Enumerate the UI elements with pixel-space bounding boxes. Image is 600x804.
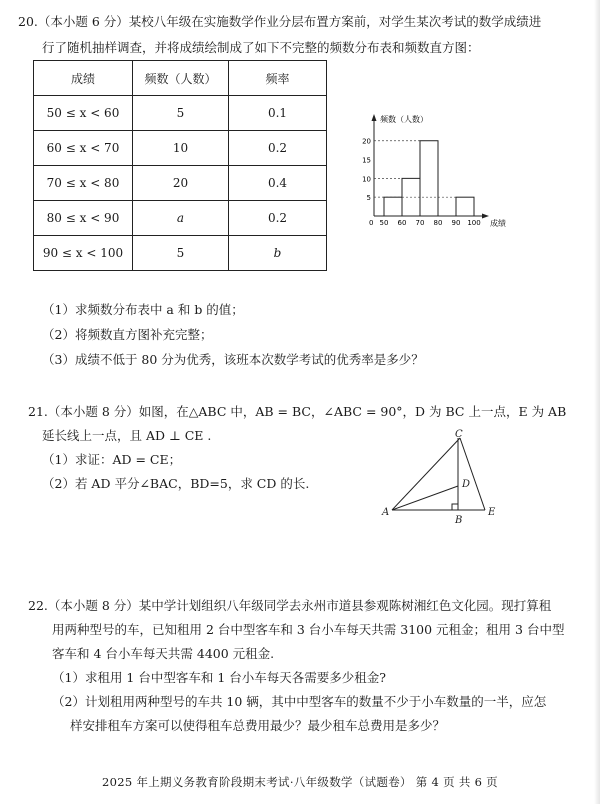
page-edge-shadow bbox=[594, 0, 600, 804]
table-cell: 10 bbox=[133, 131, 229, 166]
label-b: B bbox=[455, 515, 463, 526]
y-tick-label: 5 bbox=[366, 194, 371, 203]
x-tick-label: 50 bbox=[379, 219, 389, 227]
label-d: D bbox=[462, 479, 471, 490]
frequency-table bbox=[33, 60, 327, 271]
table-cell: b bbox=[229, 236, 327, 271]
x-axis-label: 成绩 bbox=[490, 219, 506, 228]
table-cell: 90 ≤ x < 100 bbox=[34, 236, 133, 271]
frequency-histogram bbox=[352, 108, 522, 238]
y-tick-label: 10 bbox=[362, 175, 371, 184]
label-e: E bbox=[488, 507, 496, 518]
table-cell: 0.2 bbox=[229, 131, 327, 166]
table-cell: 5 bbox=[133, 236, 229, 271]
y-axis-label: 频数（人数） bbox=[380, 115, 428, 124]
label-a: A bbox=[382, 507, 390, 518]
q21-line1: 21.（本小题 8 分）如图，在△ABC 中，AB = BC，∠ABC = 90°，D 为 BC 上一点，E 为 AB bbox=[28, 404, 567, 419]
table-cell: 0.4 bbox=[229, 166, 327, 201]
segment-ce bbox=[460, 438, 485, 510]
table-cell: a bbox=[133, 201, 229, 236]
q20-line1: 20.（本小题 6 分）某校八年级在实施数学作业分层布置方案前，对学生某次考试的数学成绩进 bbox=[18, 14, 542, 29]
x-axis-arrow bbox=[482, 214, 489, 219]
histogram-bar bbox=[420, 141, 438, 216]
table-cell: 50 ≤ x < 60 bbox=[34, 96, 133, 131]
table-cell: 80 ≤ x < 90 bbox=[34, 201, 133, 236]
table-cell: 5 bbox=[133, 96, 229, 131]
q20-sub1: （1）求频数分布表中 a 和 b 的值； bbox=[42, 302, 244, 317]
histogram-bar bbox=[456, 197, 474, 216]
segment-ac bbox=[392, 438, 460, 510]
q21-sub1: （1）求证：AD = CE； bbox=[42, 452, 182, 467]
table-cell: 60 ≤ x < 70 bbox=[34, 131, 133, 166]
q21-sub2: （2）若 AD 平分∠BAC，BD=5，求 CD 的长. bbox=[42, 476, 310, 491]
triangle-diagram bbox=[380, 428, 510, 528]
table-row bbox=[34, 96, 327, 131]
origin-label: 0 bbox=[369, 219, 374, 227]
table-row bbox=[34, 131, 327, 166]
right-angle-mark bbox=[452, 504, 458, 510]
q22-sub1: （1）求租用 1 台中型客车和 1 台小车每天各需要多少租金? bbox=[52, 670, 386, 685]
table-cell: 70 ≤ x < 80 bbox=[34, 166, 133, 201]
table-cell: 0.2 bbox=[229, 201, 327, 236]
table-row bbox=[34, 236, 327, 271]
x-tick-label: 90 bbox=[451, 219, 461, 227]
y-tick-label: 20 bbox=[362, 137, 371, 146]
segment-ad bbox=[392, 486, 458, 510]
table-header-row bbox=[34, 61, 327, 96]
q22-sub2a: （2）计划租用两种型号的车共 10 辆，其中中型客车的数量不少于小车数量的一半，应怎 bbox=[52, 694, 547, 709]
q20-sub2: （2）将频数直方图补充完整； bbox=[42, 327, 213, 342]
q20-line2: 行了随机抽样调查，并将成绩绘制成了如下不完整的频数分布表和频数直方图： bbox=[42, 40, 480, 55]
x-tick-label: 100 bbox=[467, 219, 481, 227]
table-header-cell: 成绩 bbox=[34, 61, 133, 96]
label-c: C bbox=[455, 429, 463, 440]
q22-line2: 用两种型号的车，已知租用 2 台中型客车和 3 台小车每天共需 3100 元租金；租用 3 台中型 bbox=[52, 622, 565, 637]
table-header-cell: 频数（人数） bbox=[133, 61, 229, 96]
q22-line3: 客车和 4 台小车每天共需 4400 元租金. bbox=[52, 646, 275, 661]
table-header-cell: 频率 bbox=[229, 61, 327, 96]
table-cell: 0.1 bbox=[229, 96, 327, 131]
table-row bbox=[34, 201, 327, 236]
page-footer: 2025 年上期义务教育阶段期末考试·八年级数学（试题卷） 第 4 页 共 6 页 bbox=[102, 775, 498, 789]
table-cell: 20 bbox=[133, 166, 229, 201]
x-tick-label: 80 bbox=[433, 219, 443, 227]
x-tick-label: 60 bbox=[397, 219, 407, 227]
x-tick-label: 70 bbox=[415, 219, 425, 227]
q22-sub2b: 样安排租车方案可以使得租车总费用最少？最少租车总费用是多少？ bbox=[70, 718, 446, 733]
table-row bbox=[34, 166, 327, 201]
histogram-bar bbox=[384, 197, 402, 216]
q20-sub3: （3）成绩不低于 80 分为优秀，该班本次数学考试的优秀率是多少？ bbox=[42, 352, 424, 367]
q22-line1: 22.（本小题 8 分）某中学计划组织八年级同学去永州市道县参观陈树湘红色文化园。现打算租 bbox=[28, 598, 552, 613]
q21-line2: 延长线上一点，且 AD ⊥ CE . bbox=[42, 428, 212, 443]
y-axis-arrow bbox=[372, 114, 377, 121]
y-tick-label: 15 bbox=[362, 156, 371, 165]
